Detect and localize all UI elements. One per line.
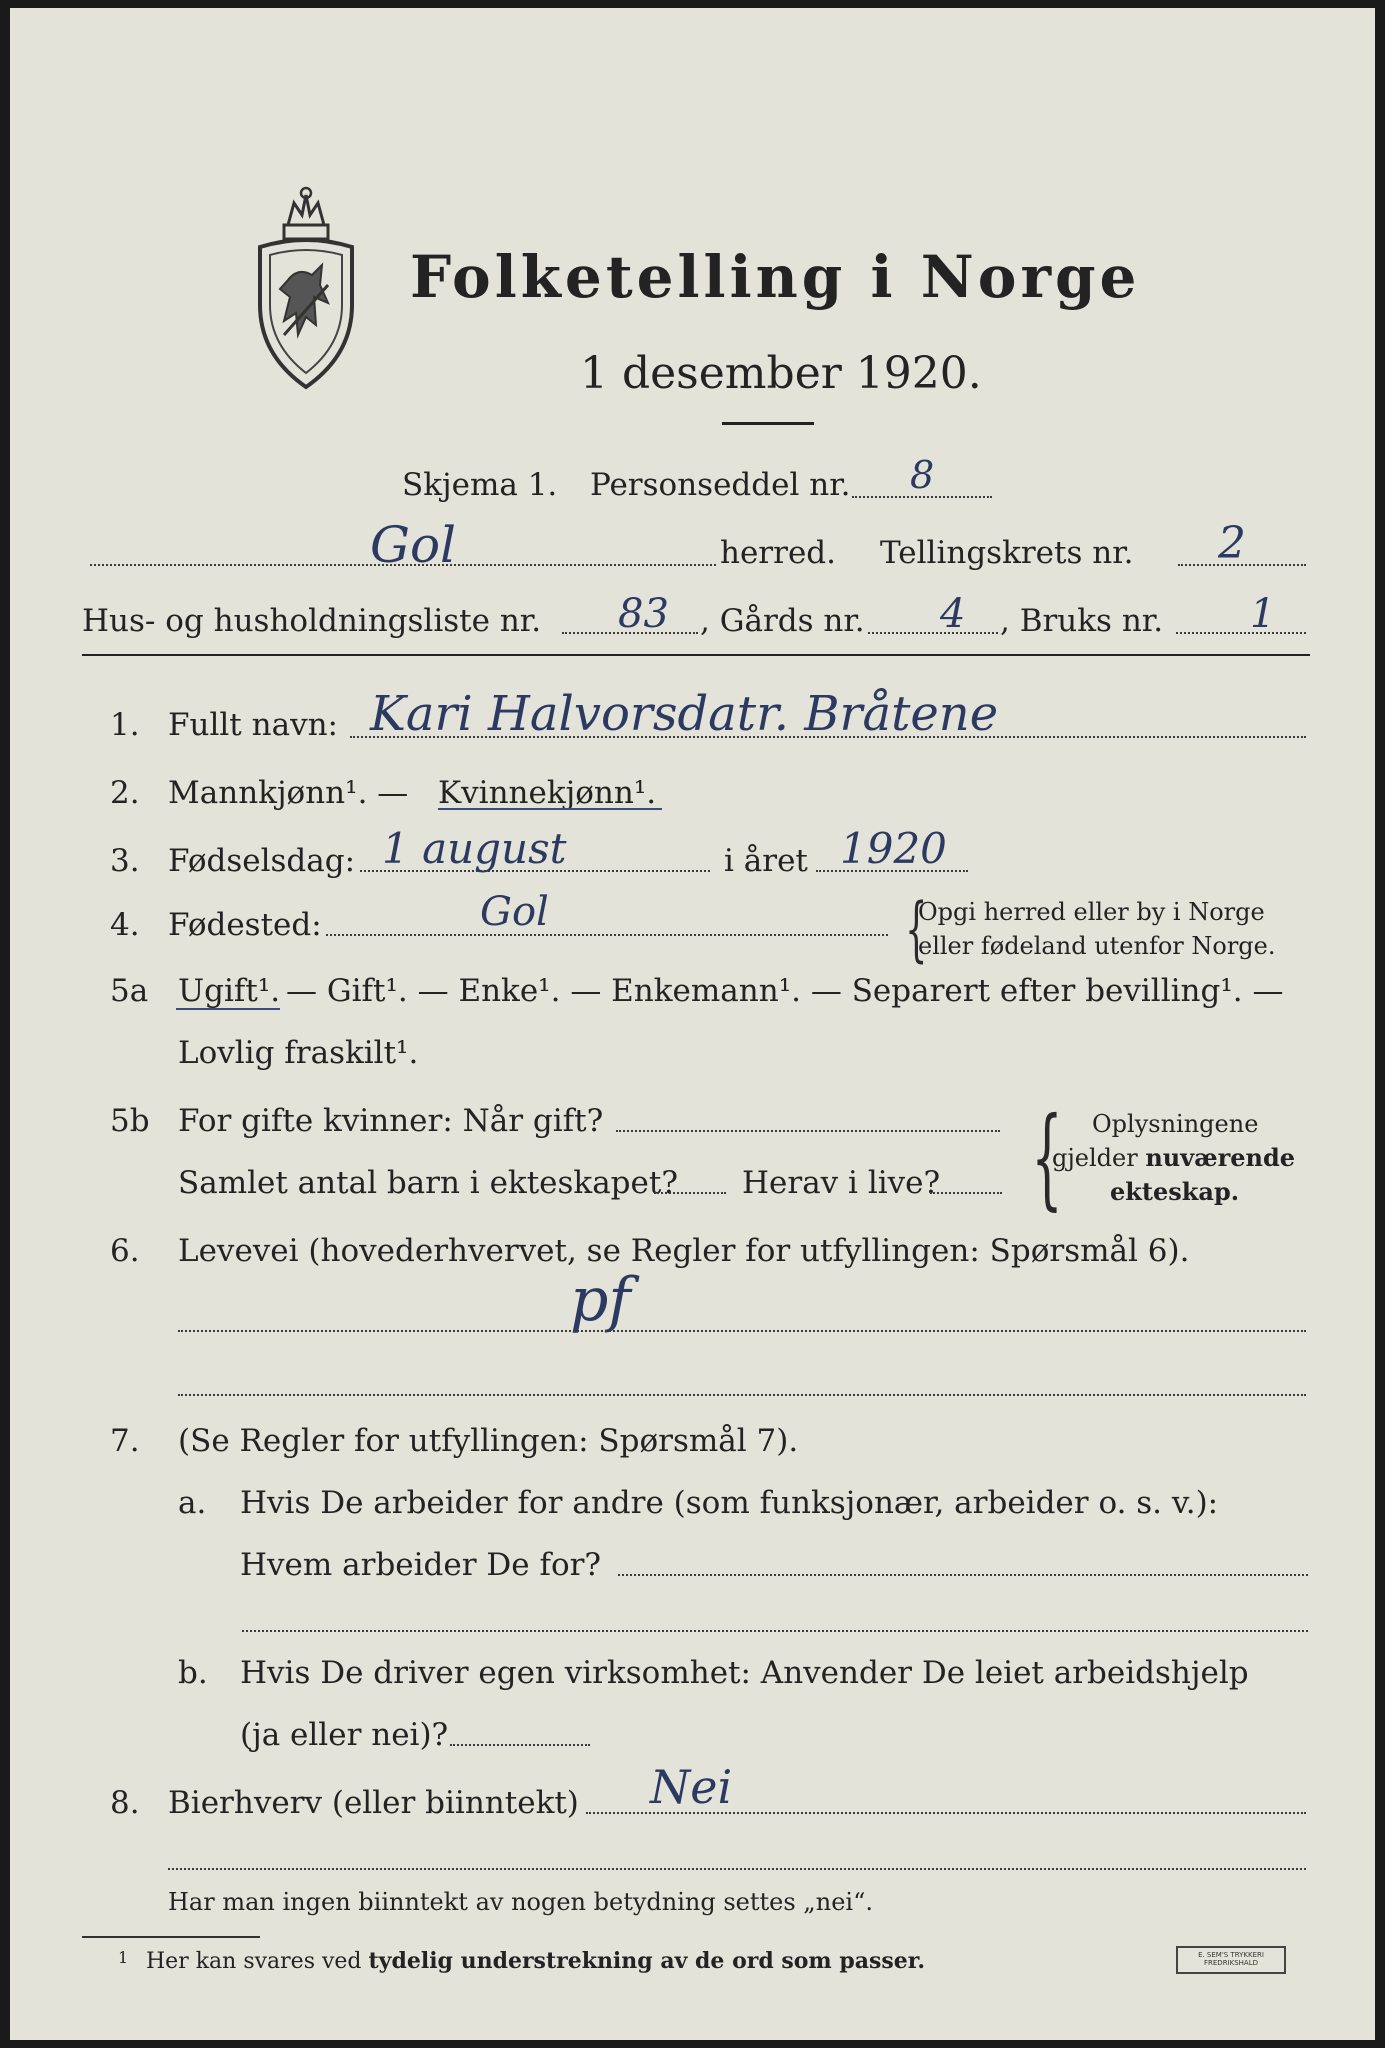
q8-number: 8. xyxy=(110,1785,140,1821)
q5a-unmarried-underline xyxy=(176,1008,280,1010)
gards-line xyxy=(868,632,998,634)
header-divider xyxy=(82,654,1310,656)
q4-label: Fødested: xyxy=(168,907,322,943)
title-rule xyxy=(722,422,814,425)
q8-side-income: Nei xyxy=(650,1760,733,1814)
q2-male-option: Mannkjønn¹. — xyxy=(168,775,409,811)
q7a-letter: a. xyxy=(178,1485,207,1521)
gards-value: 4 xyxy=(940,591,966,637)
q1-full-name: Kari Halvorsdatr. Bråtene xyxy=(370,686,999,742)
q4-note-line1: Opgi herred eller by i Norge xyxy=(918,898,1265,926)
bruks-label: , Bruks nr. xyxy=(1000,603,1164,639)
herred-value: Gol xyxy=(370,516,457,574)
q7b-letter: b. xyxy=(178,1655,208,1691)
bruks-line xyxy=(1176,632,1306,634)
q6-line-2 xyxy=(178,1394,1306,1396)
q5b-note-line3: ekteskap. xyxy=(1110,1177,1240,1206)
census-date: 1 desember 1920. xyxy=(580,348,982,399)
census-form-sheet xyxy=(10,8,1375,2040)
q1-label: Fullt navn: xyxy=(168,707,338,743)
q5b-note-line2 xyxy=(1052,1143,1296,1172)
q7b-line xyxy=(450,1744,590,1746)
q7-label: (Se Regler for utfyllingen: Spørsmål 7). xyxy=(178,1423,799,1459)
q3-year: 1920 xyxy=(840,824,947,873)
husliste-label: Hus- og husholdningsliste nr. xyxy=(82,603,542,639)
footnote-text xyxy=(146,1950,925,1973)
q5b-note-line2b: nuværende xyxy=(1145,1143,1296,1172)
q5b-children-line xyxy=(654,1192,726,1194)
q4-birthplace: Gol xyxy=(480,889,549,935)
footnote-rule xyxy=(82,1936,260,1938)
form-title: Folketelling i Norge xyxy=(410,243,1141,311)
q6-line-1 xyxy=(178,1330,1306,1332)
q7b-yes-no-label: (ja eller nei)? xyxy=(240,1717,449,1753)
q7b-label: Hvis De driver egen virksomhet: Anvender De leiet arbeidshjelp xyxy=(240,1655,1249,1691)
q5a-other-options: — Gift¹. — Enke¹. — Enkemann¹. — Separert efter bevilling¹. — xyxy=(286,973,1284,1009)
q5b-when-married-line xyxy=(616,1130,1000,1132)
q7a-employer-line-1 xyxy=(618,1574,1308,1576)
footnote-text-b: tydelig understrekning av de ord som passer. xyxy=(368,1948,926,1974)
q7a-employer-line-2 xyxy=(242,1630,1308,1632)
q3-year-label: i året xyxy=(724,843,808,879)
q4-number: 4. xyxy=(110,907,140,943)
q5b-alive-label: Herav i live? xyxy=(742,1165,941,1201)
q6-number: 6. xyxy=(110,1233,140,1269)
printer-stamp xyxy=(1176,1946,1286,1974)
q5a-unmarried-option: Ugift¹. xyxy=(178,973,281,1009)
q5a-number: 5a xyxy=(110,973,149,1009)
husliste-value: 83 xyxy=(618,591,669,637)
q5b-when-married-label: For gifte kvinner: Når gift? xyxy=(178,1103,604,1139)
q3-birthday: 1 august xyxy=(382,824,567,873)
bottom-note: Har man ingen biinntekt av nogen betydning settes „nei“. xyxy=(168,1888,873,1916)
q3-number: 3. xyxy=(110,843,140,879)
q4-line xyxy=(326,934,888,936)
footnote-mark: 1 xyxy=(118,1948,129,1967)
q2-female-option: Kvinnekjønn¹. xyxy=(438,775,657,811)
q5a-divorced-option: Lovlig fraskilt¹. xyxy=(178,1035,419,1071)
q3-label: Fødselsdag: xyxy=(168,843,356,879)
q7-number: 7. xyxy=(110,1423,140,1459)
q6-label: Levevei (hovederhvervet, se Regler for utfyllingen: Spørsmål 6). xyxy=(178,1233,1190,1269)
q2-number: 2. xyxy=(110,775,140,811)
q7a-label: Hvis De arbeider for andre (som funksjonær, arbeider o. s. v.): xyxy=(240,1485,1219,1521)
q6-occupation: pf xyxy=(570,1265,631,1335)
personseddel-value: 8 xyxy=(910,453,935,497)
q5b-note-line2a: gjelder xyxy=(1052,1144,1146,1172)
bruks-value: 1 xyxy=(1250,591,1276,637)
q5b-note-line1: Oplysningene xyxy=(1092,1110,1259,1138)
personseddel-label: Personseddel nr. xyxy=(590,467,851,503)
q5b-alive-line xyxy=(930,1192,1002,1194)
gards-label: , Gårds nr. xyxy=(700,603,865,639)
q7a-employer-label: Hvem arbeider De for? xyxy=(240,1547,602,1583)
q8-line-2 xyxy=(168,1868,1306,1870)
q4-brace: { xyxy=(905,888,928,970)
tellingskrets-label: Tellingskrets nr. xyxy=(880,535,1134,571)
q1-number: 1. xyxy=(110,707,140,743)
skjema-label: Skjema 1. xyxy=(402,467,558,503)
q8-label: Bierhverv (eller biinntekt) xyxy=(168,1785,579,1821)
tellingskrets-value: 2 xyxy=(1218,518,1246,569)
norwegian-coat-of-arms-icon xyxy=(250,185,362,390)
q4-note-line2: eller fødeland utenfor Norge. xyxy=(918,932,1276,960)
herred-label: herred. xyxy=(720,535,836,571)
q5b-brace: { xyxy=(1031,1093,1063,1221)
q2-female-underline xyxy=(438,808,662,810)
q5b-children-label: Samlet antal barn i ekteskapet? xyxy=(178,1165,678,1201)
footnote-text-a: Her kan svares ved xyxy=(146,1949,369,1974)
q5b-number: 5b xyxy=(110,1103,150,1139)
printer-stamp-text: E. SEM'S TRYKKERI FREDRIKSHALD xyxy=(1198,1951,1264,1967)
